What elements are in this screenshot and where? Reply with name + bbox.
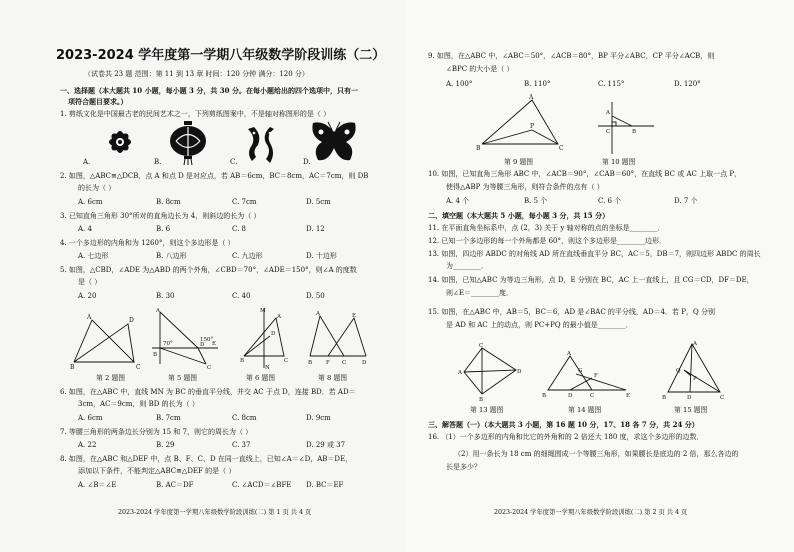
- figure-8: [308, 308, 368, 368]
- question-9-cont: ∠BPC 的大小是（ ）: [446, 65, 514, 73]
- question-15: 15. 如图，在△ABC 中，AB＝5，BC＝6，AD 是∠BAC 的平分线，AD＝4．若 P，Q 分别: [428, 308, 715, 316]
- f2-label-c: C: [136, 364, 141, 370]
- f9-label-c: C: [559, 145, 564, 152]
- question-4: 4. 一个多边形的内角和为 1260°，则这个多边形是（ ）: [60, 239, 235, 247]
- question-16: 16. （1）一个多边形的内角和比它的外角和的 2 倍还大 180 度，求这个多边形的边数．: [428, 433, 704, 441]
- papercut-fish-image: [240, 123, 280, 165]
- question-5: 5. 如图，△CBD，∠ADE 为△ABD 的两个外角，∠CBD＝70°，∠ADE＝150°，则∠A 的度数: [60, 266, 357, 274]
- question-15-cont: 是 AD 和 AC 上的动点，则 PC+PQ 的最小值是________．: [446, 321, 633, 329]
- q3-option-c: C. 8: [232, 225, 247, 233]
- figure-10: [596, 100, 656, 156]
- f15-label-a: A: [693, 341, 697, 347]
- f13-label-b: B: [479, 397, 484, 402]
- question-8-cont: 添加以下条件，不能判定△ABC≌△DEF 的是（ ）: [78, 467, 236, 475]
- f9-label-p: P: [530, 123, 535, 130]
- f5-label-b: B: [153, 352, 158, 358]
- f5-angle-70: 70°: [163, 341, 173, 347]
- f14-label-a: A: [567, 351, 571, 357]
- f5-label-d: D: [200, 342, 205, 348]
- question-12: 12. 已知一个多边形的每一个外角都是 60°，则这个多边形是________边形．: [428, 237, 666, 245]
- q5-option-d: D. 50: [306, 292, 325, 300]
- q2-option-d: D. 5cm: [306, 198, 331, 206]
- q6-option-c: C. 8cm: [232, 414, 257, 422]
- q5-option-b: B. 30: [156, 292, 175, 300]
- q10-option-b: B. 5 个: [524, 197, 548, 205]
- q9-option-d: D. 120°: [674, 80, 701, 88]
- figure-9: [476, 92, 566, 152]
- figure-6: [240, 306, 290, 370]
- figure-14: [542, 350, 632, 400]
- question-13: 13. 如图，四边形 ABDC 的对角线 AD 所在直线垂直平分 BC，AC＝5，DB＝7，则四边形 ABDC 的周长: [428, 250, 761, 258]
- f8-label-b: B: [308, 360, 313, 366]
- q3-option-b: B. 6: [156, 225, 171, 233]
- q6-option-a: A. 6cm: [78, 414, 103, 422]
- q8-option-d: D. BC＝EF: [306, 481, 344, 489]
- f10-label-b: B: [632, 129, 637, 135]
- q8-option-a: A. ∠B＝∠E: [78, 481, 117, 489]
- f5-angle-150: 150°: [200, 337, 214, 343]
- q10-option-c: C. 6 个: [598, 197, 622, 205]
- question-6-cont: 3cm，AC＝9cm，则 BD 的长为（ ）: [78, 400, 199, 408]
- question-2: 2. 如图，△ABC≌△DCB，点 A 和点 D 是对应点，若 AB＝6cm，BC＝8cm，AC＝7cm，则 DB: [60, 172, 369, 180]
- question-5-cont: 是（ ）: [78, 278, 102, 286]
- q2-option-c: C. 7cm: [232, 198, 257, 206]
- q9-option-c: C. 115°: [598, 80, 625, 88]
- caption-fig-8: 第 8 题图: [318, 374, 348, 382]
- question-13-cont: 为________．: [446, 262, 488, 270]
- q4-option-a: A. 七边形: [78, 252, 109, 260]
- f14-label-g: G: [578, 368, 583, 374]
- figure-5: [150, 308, 220, 370]
- f14-label-e: E: [626, 393, 631, 399]
- papercut-butterfly-image: [310, 120, 358, 166]
- f14-label-c: C: [590, 393, 595, 399]
- f13-label-d: D: [517, 369, 522, 375]
- f15-label-q: Q: [676, 368, 681, 374]
- f2-label-d: D: [129, 317, 134, 324]
- q2-option-a: A. 6cm: [78, 198, 103, 206]
- question-14: 14. 如图，已知△ABC 为等边三角形，点 D，E 分别在 BC，AC 上一直线上，且 CG＝CD，DF＝DE，: [428, 276, 754, 284]
- caption-fig-10: 第 10 题图: [602, 158, 636, 166]
- q5-option-a: A. 20: [78, 292, 97, 300]
- section-2-heading: 二、填空题（本大题共 5 小题，每小题 3 分，共 15 分）: [428, 211, 610, 220]
- question-14-cont: 则∠E＝________度．: [446, 289, 513, 297]
- question-9: 9. 如图，在△ABC 中，∠ABC＝50°，∠ACB＝80°，BP 平分∠ABC，CP 平分∠ACB，则: [428, 52, 715, 60]
- q5-option-c: C. 40: [232, 292, 251, 300]
- q4-option-d: D. 十边形: [306, 252, 337, 260]
- caption-fig-15: 第 15 题图: [674, 406, 708, 414]
- papercut-flower-image: [98, 121, 142, 163]
- section-1-heading-cont: 项符合题目要求。）: [68, 97, 128, 106]
- question-1: 1. 剪纸文化是中国最古老的民间艺术之一，下列剪纸图案中，不是轴对称图形的是（ ）: [60, 110, 331, 118]
- f6-label-b: B: [240, 358, 245, 364]
- q10-option-a: A. 4 个: [446, 197, 470, 205]
- exam-title: 2023-2024 学年度第一学期八年级数学阶段训练（二）: [56, 48, 386, 63]
- page-2-footer: 2023-2024 学年度第一学期八年级数学阶段训练(二) 第 2 页 共 4 页: [494, 509, 688, 516]
- f6-label-m: M: [260, 308, 266, 314]
- f5-label-c: C: [207, 365, 212, 370]
- figure-13: [458, 342, 522, 402]
- f9-label-a: A: [529, 94, 534, 101]
- f10-label-a: A: [606, 110, 610, 116]
- q2-option-b: B. 8cm: [156, 198, 181, 206]
- question-16-part-2: （2）用一条长为 18 cm 的细绳围成一个等腰三角形，如果腰长是底边的 2 倍，那么各边的: [454, 450, 739, 458]
- q1-option-d: D.: [303, 158, 311, 166]
- caption-fig-13: 第 13 题图: [470, 406, 504, 414]
- question-11: 11. 在平面直角坐标系中，点 (2，3) 关于 y 轴对称的点的坐标是________．: [428, 224, 665, 232]
- question-7: 7. 等腰三角形的两条边长分别为 15 和 7，则它的周长为（ ）: [60, 428, 253, 436]
- q7-option-b: B. 29: [156, 441, 175, 449]
- f15-label-d: D: [687, 395, 692, 401]
- q6-option-d: D. 9cm: [306, 414, 331, 422]
- caption-fig-14: 第 14 题图: [568, 406, 602, 414]
- f2-label-b: B: [70, 364, 75, 370]
- f6-label-n: N: [265, 365, 270, 370]
- caption-fig-2: 第 2 题图: [96, 374, 126, 382]
- q3-option-a: A. 4: [78, 225, 92, 233]
- figure-2: [70, 310, 150, 370]
- exam-info: （试卷共 23 题 范围：第 11 到 13 章 时间：120 分钟 满分：120 分）: [84, 70, 309, 78]
- caption-fig-6: 第 6 题图: [246, 374, 276, 382]
- q9-option-a: A. 100°: [446, 80, 473, 88]
- f13-label-c: C: [479, 343, 484, 349]
- q1-option-c: C.: [230, 158, 238, 166]
- q7-option-c: C. 37: [232, 441, 251, 449]
- q7-option-a: A. 22: [78, 441, 97, 449]
- q8-option-b: B. AC＝DF: [156, 481, 194, 489]
- question-3: 3. 已知直角三角形 30°所对的直角边长为 4，则斜边的长为（ ）: [60, 212, 261, 220]
- f5-label-e: E: [212, 341, 217, 347]
- f9-label-b: B: [476, 145, 481, 152]
- f13-label-a: A: [458, 370, 462, 376]
- f5-label-a: A: [156, 308, 160, 314]
- f8-label-f: F: [326, 360, 330, 366]
- f14-label-b: B: [542, 393, 547, 399]
- section-1-heading: 一、选择题（本大题共 10 小题，每小题 3 分，共 30 分。在每小题给出的四个选项中，只有一: [60, 86, 358, 95]
- question-10: 10. 如图，已知直角三角形 ABC 中，∠ACB＝90°，∠CAB＝60°，在直线 BC 或 AC 上取一点 P，: [428, 170, 742, 178]
- q7-option-d: D. 29 或 37: [306, 441, 346, 449]
- f14-label-d: D: [568, 393, 573, 399]
- f15-label-c: C: [720, 395, 725, 401]
- f10-label-c: C: [606, 129, 611, 135]
- q1-option-a: A.: [83, 158, 91, 166]
- q6-option-b: B. 7cm: [156, 414, 181, 422]
- page-1-footer: 2023-2024 学年度第一学期八年级数学阶段训练(二) 第 1 页 共 4 页: [118, 509, 312, 516]
- question-2-cont: 的长为（ ）: [78, 184, 116, 192]
- section-3-heading: 三、解答题（一）（本大题共 3 小题，第 16 题 10 分，17、18 各 7 分，共 24 分）: [428, 420, 699, 429]
- f15-label-p: P: [693, 376, 697, 382]
- f15-label-b: B: [662, 395, 667, 401]
- caption-fig-5: 第 5 题图: [168, 374, 198, 382]
- q4-option-c: C. 九边形: [232, 252, 263, 260]
- q8-option-c: C. ∠ACD＝∠BFE: [232, 481, 292, 489]
- page-2: [406, 0, 794, 552]
- question-16-part-2-cont: 长是多少？: [446, 463, 481, 471]
- f6-label-a: A: [277, 314, 281, 320]
- caption-fig-9: 第 9 题图: [504, 158, 534, 166]
- f14-label-f: F: [594, 373, 598, 379]
- f6-label-c: C: [284, 358, 289, 364]
- f8-label-d: D: [362, 360, 367, 366]
- q4-option-b: B. 八边形: [156, 252, 187, 260]
- f2-label-a: A: [87, 314, 92, 321]
- question-10-cont: 使得△ABP 为等腰三角形，则符合条件的点有（ ）: [446, 183, 604, 191]
- question-6: 6. 如图，在△ABC 中，直线 MN 为 BC 的垂直平分线，并交 AC 于点 D，连接 BD．若 AD＝: [60, 388, 356, 396]
- q3-option-d: D. 12: [306, 225, 325, 233]
- f8-label-c: C: [342, 360, 347, 366]
- papercut-lantern-image: [166, 120, 210, 166]
- q1-option-b: B.: [154, 158, 162, 166]
- figure-15: [662, 340, 726, 402]
- question-8: 8. 如图，在△ABC 和△DEF 中，点 B、F、C、D 在同一直线上，已知∠A＝∠D，AB＝DE，: [60, 455, 353, 463]
- f8-label-a: A: [316, 311, 320, 317]
- q10-option-d: D. 7 个: [674, 197, 698, 205]
- f6-label-d: D: [271, 331, 276, 337]
- q9-option-b: B. 110°: [524, 80, 551, 88]
- f8-label-e: E: [352, 313, 357, 319]
